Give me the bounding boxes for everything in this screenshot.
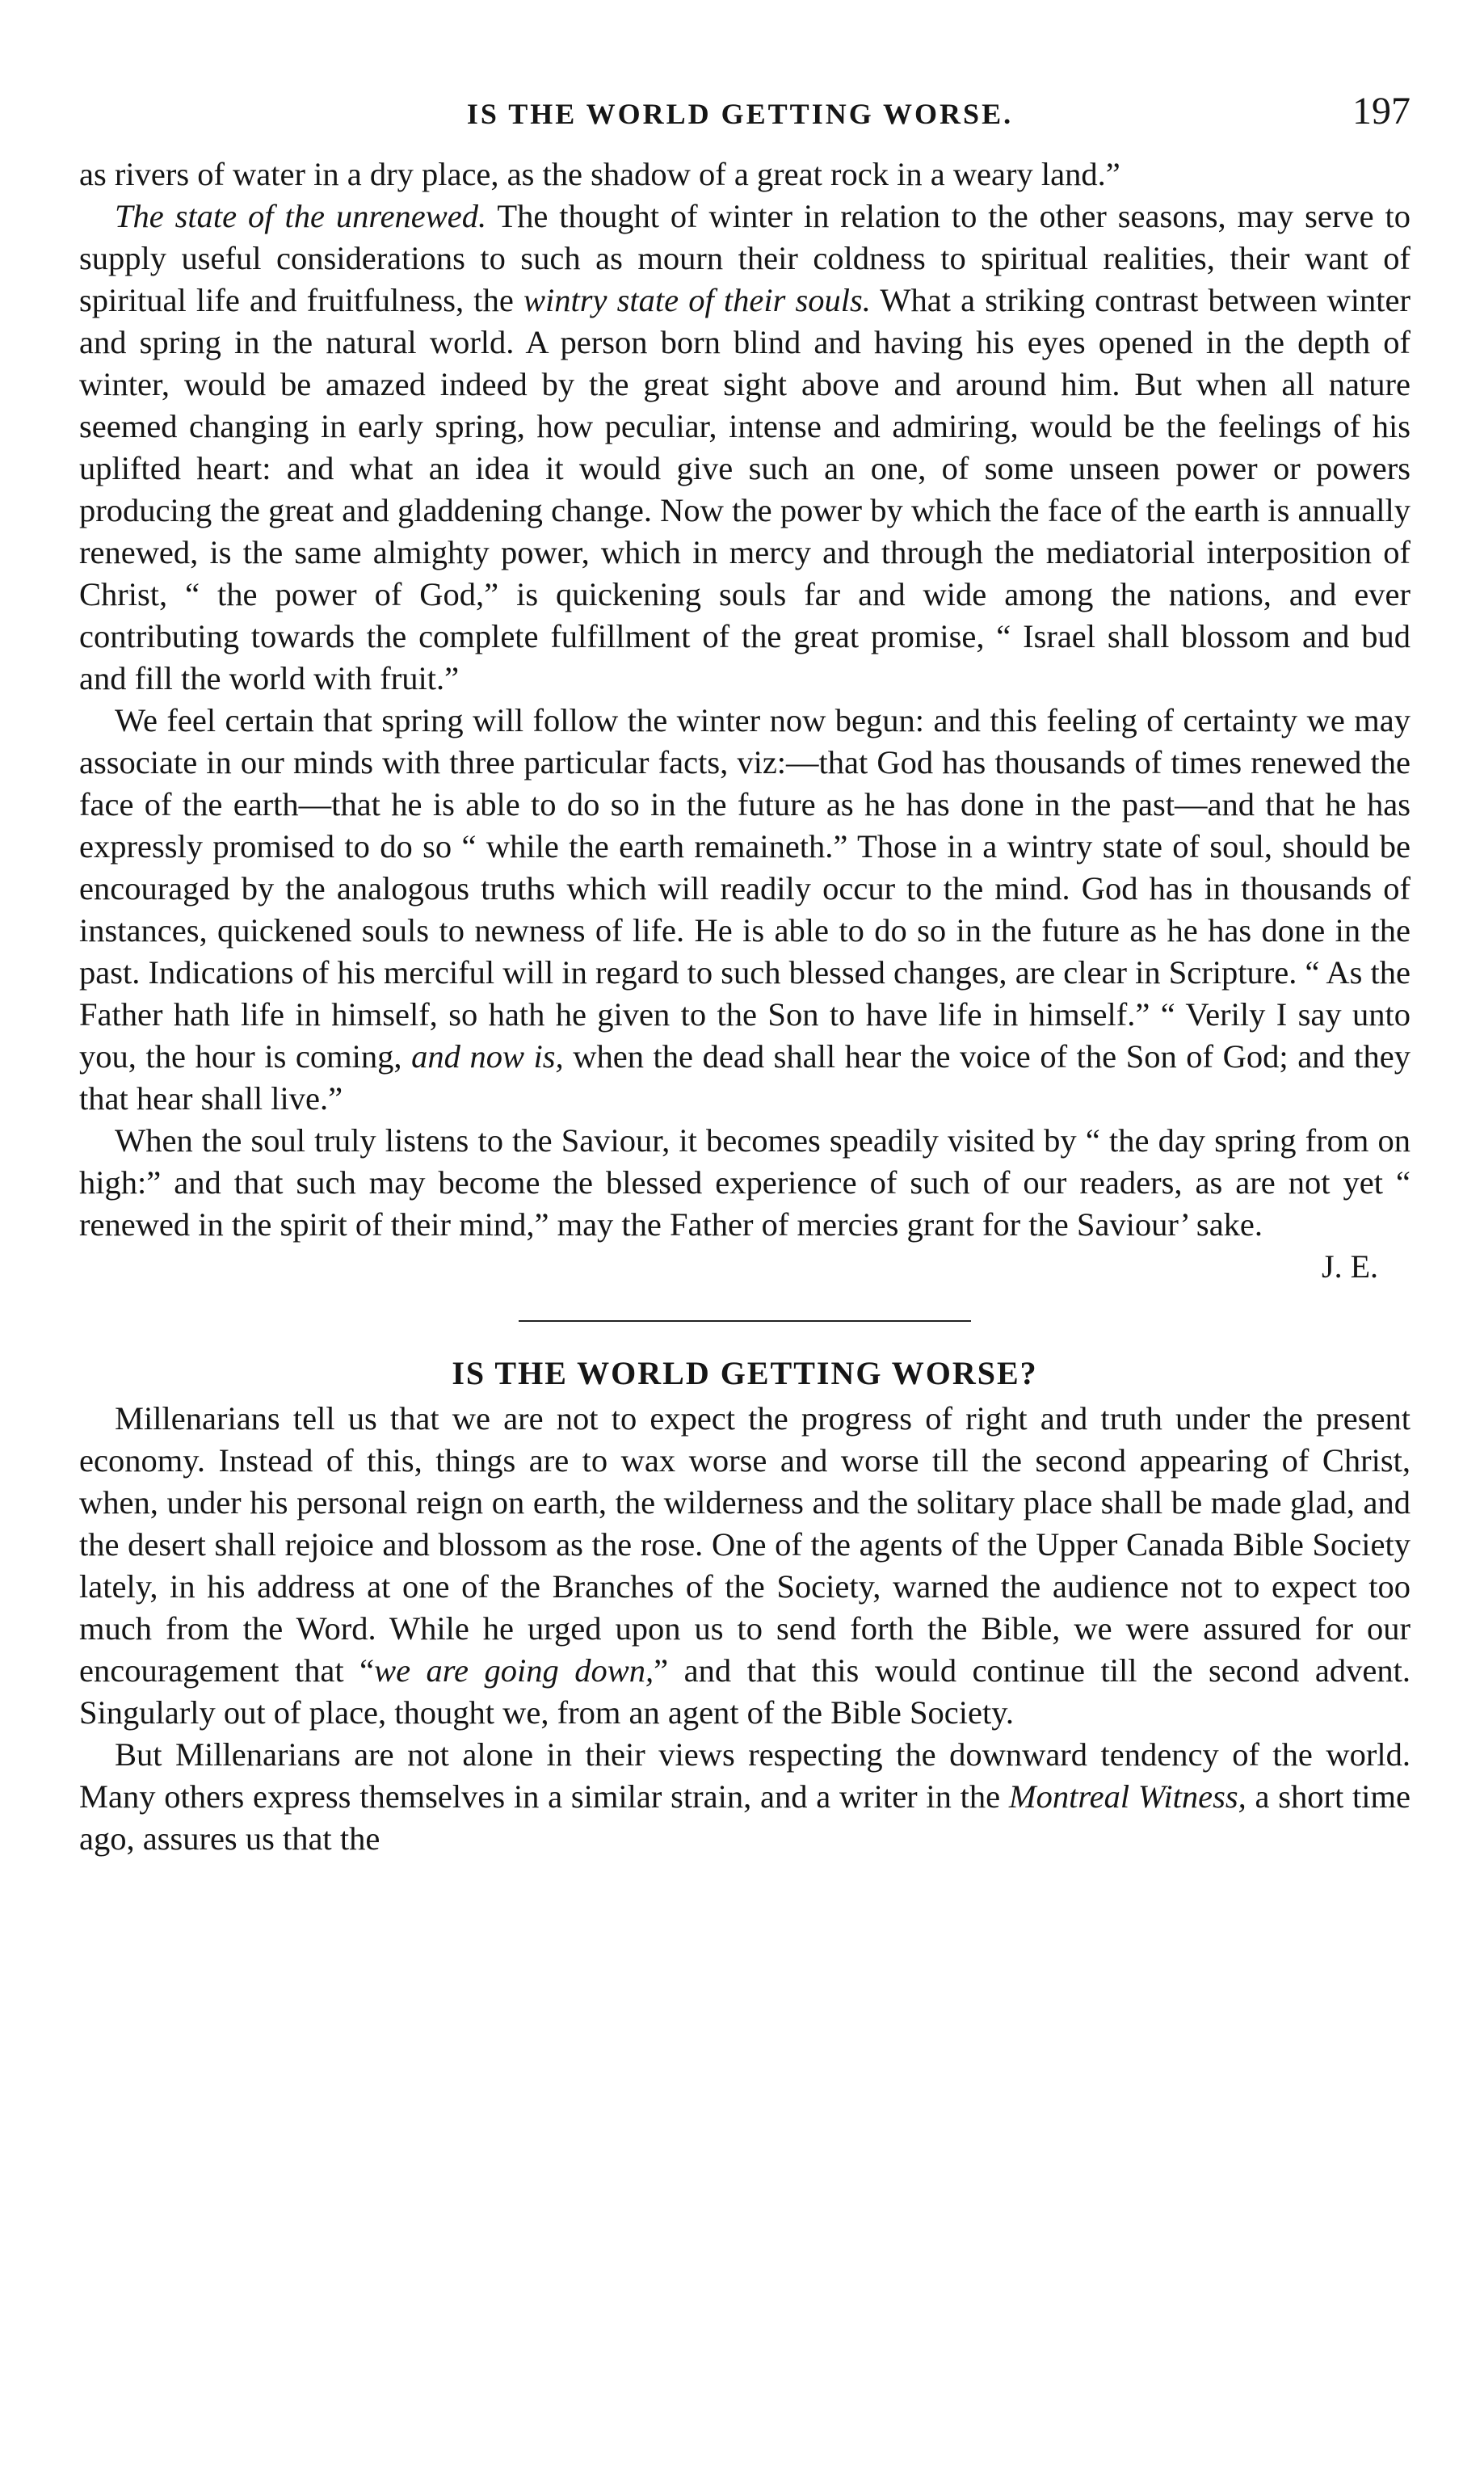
paragraph-text: But Millenarians are not alone in their views respecting the downward tendency of the world. Many others express themselves in a similar strain, and a writer in the [79,1736,1410,1815]
paragraph-spring [79,700,1410,1120]
paragraph-text: a short time ago, assures us that the [79,1778,1411,1857]
paragraph-continuation [79,154,1410,196]
italic-phrase: wintry state of their souls. [523,282,871,318]
italic-publication: Montreal Witness, [1008,1778,1246,1815]
page [79,89,1410,1860]
paragraph-text: When the soul truly listens to the Saviour, it becomes speadily visited by “ the day spring from on high:” and that such may become the blessed experience of such of our readers, as are not yet “ renewed in the spirit of their mind,” may the Father of mercies grant for the Saviour’ sake. [79,1122,1410,1243]
article-world-worse [79,1398,1410,1860]
article-winter [79,154,1410,1246]
paragraph-unrenewed [79,196,1410,700]
italic-phrase: and now is, [411,1038,564,1075]
paragraph-text: What a striking contrast between winter and spring in the natural world. A person born blind and having his eyes opened in the depth of winter, would be amazed indeed by the great sight above and around him. But when all nature seemed changing in early spring, how peculiar, intense and admiring, would be the feelings of his uplifted heart: and what an idea it would give such an one, of some unseen power or powers producing the great and gladdening change. Now the power by which the face of the earth is annually renewed, is the same almighty power, which in mercy and through the mediatorial interposition of Christ, “ the power of God,” is quickening souls far and wide among the nations, and ever contributing towards the complete fulfillment of the great promise, “ Israel shall blossom and bud and fill the world with fruit.” [79,282,1410,696]
author-signature: J. E. [1322,1248,1378,1285]
italic-phrase: we are going down, [374,1652,654,1689]
section-divider [519,1320,971,1322]
paragraph-text: The thought of winter in relation to the other seasons, may serve to supply useful considerations to such as mourn their coldness to spiritual realities, their want of spiritual life and fruitfulness, the [79,198,1410,318]
italic-lead: The state of the unrenewed. [115,198,487,234]
running-head [79,89,1410,154]
paragraph-millenarians [79,1398,1410,1734]
paragraph-saviour [79,1120,1410,1246]
paragraph-text: when the dead shall hear the voice of the Son of God; and they that hear shall live.” [79,1038,1410,1117]
section-heading: IS THE WORLD GETTING WORSE? [452,1355,1038,1391]
paragraph-text: ” and that this would continue till the second advent. Singularly out of place, thought we, from an agent of the Bible Society. [79,1652,1410,1731]
paragraph-text: Millenarians tell us that we are not to expect the progress of right and truth under the present economy. Instead of this, things are to wax worse and worse till the second appearing of Christ, when, under his personal reign on earth, the wilderness and the solitary place shall be made glad, and the desert shall rejoice and blossom as the rose. One of the agents of the Upper Canada Bible Society lately, in his address at one of the Branches of the Society, warned the audience not to expect too much from the Word. While he urged upon us to send forth the Bible, we were assured for our encouragement that “ [79,1400,1410,1689]
running-title: IS THE WORLD GETTING WORSE. [466,98,1014,130]
page-number: 197 [1352,90,1410,133]
paragraph-text: as rivers of water in a dry place, as the shadow of a great rock in a weary land.” [79,156,1120,192]
paragraph-text: We feel certain that spring will follow the winter now begun: and this feeling of certainty we may associate in our minds with three particular facts, viz:—that God has thousands of times renewed the face of the earth—that he is able to do so in the future as he has done in the past—and that he has expressly promised to do so “ while the earth remaineth.” Those in a wintry state of soul, should be encouraged by the analogous truths which will readily occur to the mind. God has in thousands of instances, quickened souls to newness of life. He is able to do so in the future as he has done in the past. Indications of his merciful will in regard to such blessed changes, are clear in Scripture. “ As the Father hath life in himself, so hath he given to the Son to have life in himself.” “ Verily I say unto you, the hour is coming, [79,702,1410,1075]
paragraph-downward-tendency [79,1734,1410,1860]
